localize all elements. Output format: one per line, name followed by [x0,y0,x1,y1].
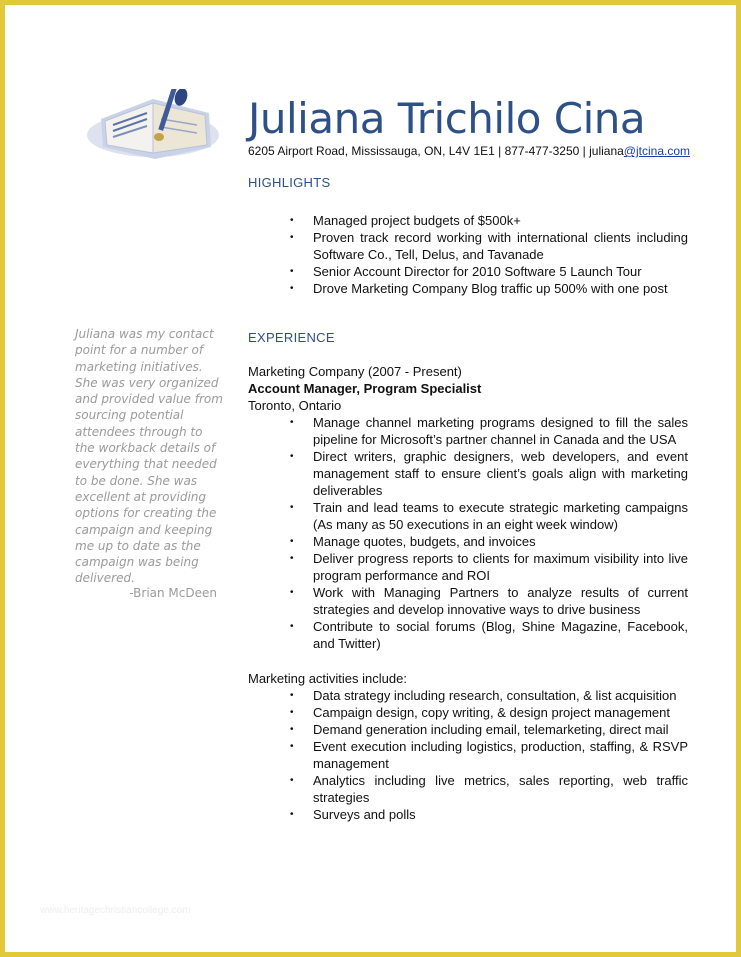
paintbrush-book-icon [83,89,225,161]
list-item: • Work with Managing Partners to analyze results of current strategies and develop innovative ways to drive business [248,584,688,618]
experience-heading: EXPERIENCE [248,330,335,345]
list-item: • Manage channel marketing programs designed to fill the sales pipeline for Microsoft’s partner channel in Canada and the USA [248,414,688,448]
list-item: • Campaign design, copy writing, & design project management [248,704,688,721]
list-item: • Senior Account Director for 2010 Software 5 Launch Tour [248,263,688,280]
job-location: Toronto, Ontario [248,398,342,413]
list-item: • Surveys and polls [248,806,688,823]
list-item: • Deliver progress reports to clients for maximum visibility into live program performance and ROI [248,550,688,584]
candidate-name: Juliana Trichilo Cina [248,94,646,143]
job-title: Account Manager, Program Specialist [248,381,482,396]
list-item: • Analytics including live metrics, sales reporting, web traffic strategies [248,772,688,806]
activities-intro: Marketing activities include: [248,671,407,686]
email-link[interactable]: @jtcina.com [623,144,690,158]
list-item: • Contribute to social forums (Blog, Shine Magazine, Facebook, and Twitter) [248,618,688,652]
list-item: • Drove Marketing Company Blog traffic up 500% with one post [248,280,688,297]
list-item: • Event execution including logistics, production, staffing, & RSVP management [248,738,688,772]
list-item: • Direct writers, graphic designers, web developers, and event management staff to ensure client’s goals align with marketing deliverables [248,448,688,499]
highlights-list [248,212,688,297]
experience-list [248,414,688,652]
list-item: • Proven track record working with international clients including Software Co., Tell, Delus, and Tavanade [248,229,688,263]
contact-text: 6205 Airport Road, Mississauga, ON, L4V 1E1 | 877-477-3250 | juliana [248,144,624,158]
list-item: • Train and lead teams to execute strategic marketing campaigns (As many as 50 executions in an eight week window) [248,499,688,533]
testimonial-author: -Brian McDeen [129,586,217,600]
list-item: • Demand generation including email, telemarketing, direct mail [248,721,688,738]
list-item: • Manage quotes, budgets, and invoices [248,533,688,550]
activities-list [248,687,688,823]
highlights-heading: HIGHLIGHTS [248,175,331,190]
testimonial-quote: Juliana was my contact point for a number of marketing initiatives. She was very organized and provided value from sourcing potential attendees through to the workback details of everything that needed to be done. She was excellent at providing options for creating the campaign and keeping me up to date as the campaign was being delivered. [75,327,223,586]
company-line: Marketing Company (2007 - Present) [248,364,462,379]
list-item: • Managed project budgets of $500k+ [248,212,688,229]
list-item: • Data strategy including research, consultation, & list acquisition [248,687,688,704]
contact-line [248,144,690,158]
watermark-text: www.heritagechristiancollege.com [40,905,191,916]
resume-page [5,5,736,952]
